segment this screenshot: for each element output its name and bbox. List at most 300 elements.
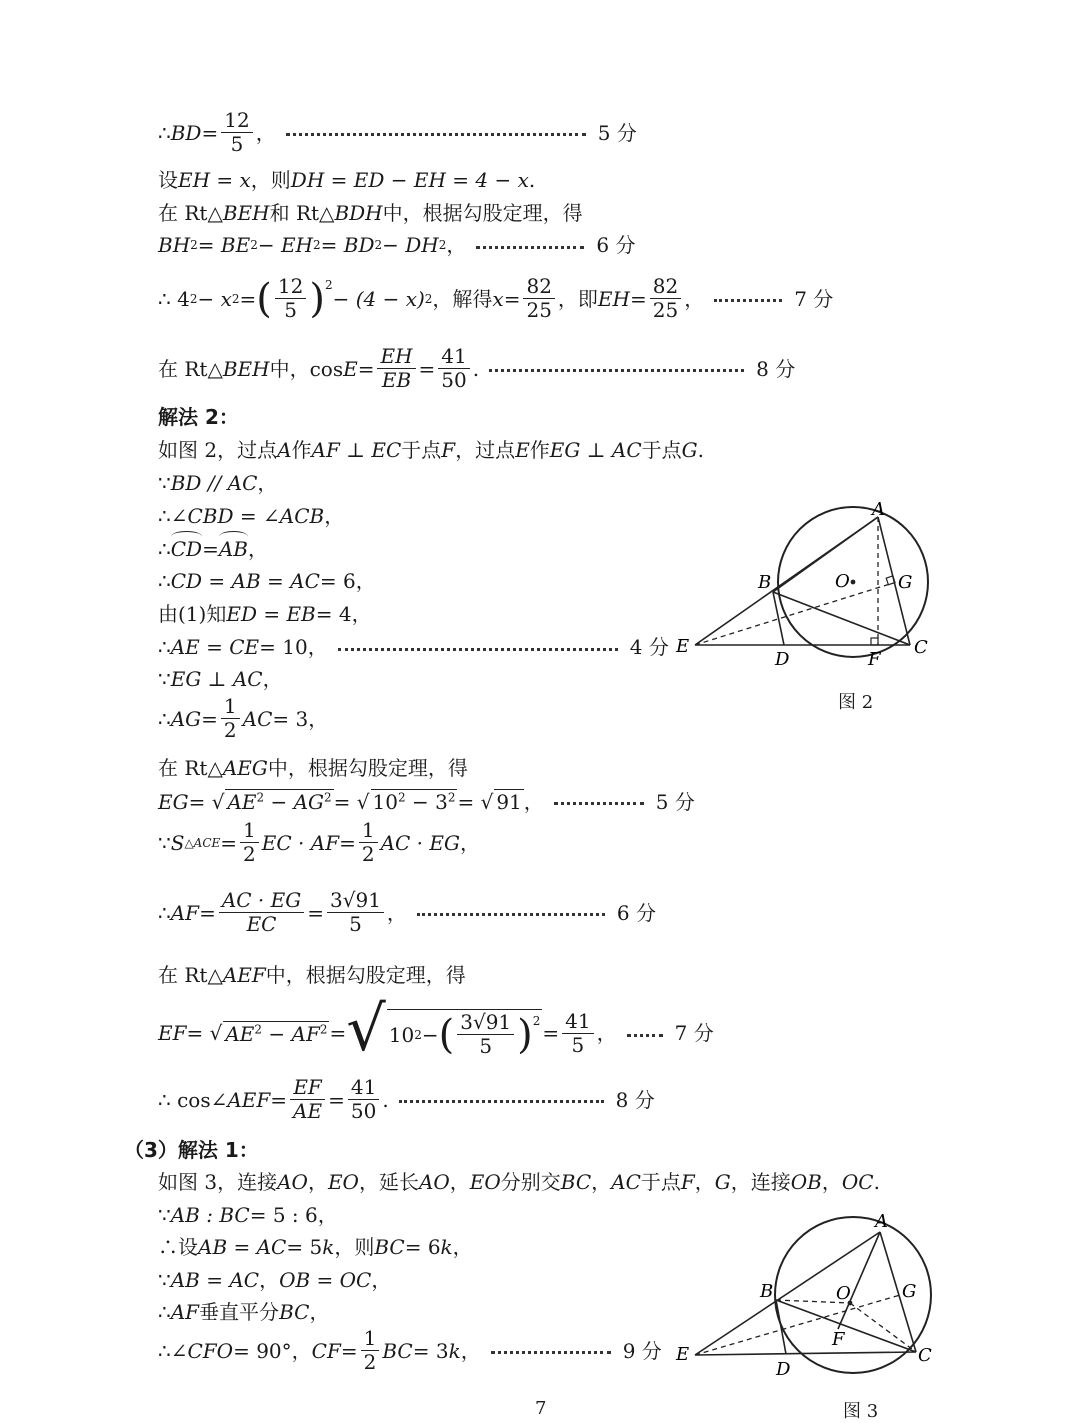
paren: )	[517, 1011, 533, 1058]
line-text: ，	[596, 1021, 617, 1045]
math-text: BC	[560, 1170, 592, 1194]
line-text: =	[629, 286, 647, 311]
math-text: EF	[158, 1021, 187, 1045]
numerator: 41	[438, 346, 469, 369]
line-text: ∴	[158, 504, 171, 528]
line-text: =	[270, 1087, 288, 1112]
fraction	[523, 276, 554, 321]
line-text: ∵	[158, 667, 171, 691]
denominator: 5	[479, 1034, 493, 1058]
line-text: 垂直平分	[199, 1300, 280, 1324]
numerator: 41	[348, 1077, 379, 1100]
line-text: = √	[457, 789, 494, 814]
label-f: F	[868, 649, 881, 670]
line-text: = 6，	[319, 569, 376, 593]
segment-eg-dashed	[695, 583, 893, 645]
line-text: ，	[386, 900, 407, 925]
line-text: ，	[821, 1170, 842, 1194]
segment-bc	[773, 592, 910, 645]
line-text: ∵	[158, 1203, 171, 1227]
solution-line	[158, 789, 695, 814]
solution-line	[158, 1077, 655, 1122]
segment-oc-dashed	[850, 1303, 916, 1352]
math-text: AF	[170, 1300, 200, 1324]
math-text: EH	[597, 286, 630, 311]
radicand: $AE^2 - AG^2$	[227, 790, 332, 814]
math-text: x	[492, 286, 504, 311]
math-text: − DH	[382, 233, 439, 257]
fraction	[219, 890, 304, 935]
math-text: EG	[158, 789, 189, 814]
math-text: AC · EG	[380, 830, 460, 855]
label-d: D	[776, 1359, 791, 1380]
math-text: OC	[841, 1170, 874, 1194]
line-text: 在 Rt△	[158, 963, 223, 987]
line-text: ，	[694, 1170, 715, 1194]
math-text: − EH	[257, 233, 313, 257]
math-text: BC	[279, 1300, 310, 1324]
label-a: A	[875, 1211, 888, 1232]
numerator: 82	[650, 276, 681, 299]
line-text: ，	[247, 537, 268, 561]
solution-line	[158, 504, 344, 528]
label-o: O	[836, 1283, 851, 1304]
math-text: OB = OC	[279, 1268, 372, 1292]
line-text: ∴设	[158, 1235, 198, 1259]
line-text: =	[328, 1087, 345, 1112]
dotted-leader	[399, 1100, 604, 1103]
line-text: = 3，	[272, 706, 329, 731]
dotted-leader	[627, 1034, 663, 1037]
denominator: 50	[441, 368, 467, 392]
line-text: 于点	[641, 438, 682, 462]
denominator: 25	[652, 298, 679, 322]
line-text: 中，根据勾股定理，得	[382, 201, 583, 225]
line-text: ，则	[250, 168, 291, 192]
label-g: G	[898, 572, 913, 593]
line-text: 由(1)知	[158, 602, 227, 626]
math-text: − (4 − x)	[332, 286, 425, 311]
line-text: ∴	[158, 635, 171, 659]
dotted-leader	[286, 133, 586, 136]
math-text: k	[440, 1235, 453, 1259]
line-text: =	[340, 1338, 358, 1363]
math-text: BC	[374, 1235, 405, 1259]
score-mark: 9 分	[622, 1338, 662, 1363]
label-e: E	[676, 636, 690, 657]
fraction	[361, 1328, 380, 1373]
denominator: 50	[350, 1099, 377, 1123]
right-angle-mark-g	[886, 576, 895, 585]
math-text: ∠CBD = ∠ACB	[170, 504, 325, 528]
line-text: ，连接	[730, 1170, 791, 1194]
dotted-leader	[554, 802, 644, 805]
solution-line	[158, 569, 376, 593]
solution-line	[158, 756, 468, 780]
numerator: EF	[290, 1077, 324, 1100]
denominator: 5	[284, 298, 297, 322]
math-text: AE = CE	[170, 635, 260, 659]
denominator: 2	[361, 842, 375, 866]
solution-line	[158, 1300, 329, 1324]
label-o: O	[835, 571, 850, 592]
dotted-leader	[417, 913, 605, 916]
fraction	[377, 346, 415, 391]
fraction	[562, 1008, 593, 1057]
arc-ab: AB	[218, 537, 248, 561]
math-text: − AG	[264, 790, 325, 814]
line-text: ，延长	[358, 1170, 419, 1194]
line-text: =	[239, 286, 257, 311]
paren: (	[256, 275, 272, 322]
figure-2-caption: 图 2	[838, 692, 874, 713]
math-text: AC	[611, 1170, 641, 1194]
line-text: ∴	[158, 900, 171, 925]
page-number: 7	[535, 1398, 547, 1419]
math-text: DH = ED − EH = 4 − x	[290, 168, 529, 192]
solution-line	[158, 992, 714, 1065]
math-text: = BD	[320, 233, 375, 257]
numerator: 1	[240, 820, 259, 843]
radicand: 91	[496, 790, 522, 814]
segment-bd	[776, 1300, 786, 1354]
numerator: AC · EG	[219, 890, 304, 913]
line-text: ，	[371, 1268, 392, 1292]
line-text: =	[202, 537, 219, 561]
line-text: ，	[684, 286, 705, 311]
math-text: BDH	[334, 201, 383, 225]
denominator: 5	[349, 912, 362, 936]
math-text: EC · AF	[261, 830, 340, 855]
score-mark: 6 分	[616, 900, 657, 925]
math-text: G	[714, 1170, 731, 1194]
label-e: E	[676, 1344, 690, 1365]
line-text: ，	[259, 1268, 280, 1292]
line-text: =	[220, 830, 238, 855]
line-text: ，	[523, 789, 544, 814]
line-text: .	[472, 356, 480, 381]
math-text: AE	[225, 1021, 255, 1046]
math-text: E	[515, 438, 530, 462]
math-text: CF	[311, 1338, 341, 1363]
section-heading: 解法 2：	[158, 405, 239, 429]
solution-line	[158, 602, 372, 626]
section-heading: （3）解法 1：	[124, 1138, 259, 1162]
arc-cd: CD	[170, 537, 203, 561]
line-text: =	[329, 1021, 347, 1045]
line-text: 设	[158, 168, 178, 192]
score-mark: 8 分	[756, 356, 796, 381]
segment-bc	[776, 1300, 916, 1352]
solution-line	[158, 438, 704, 462]
math-text: A	[277, 438, 292, 462]
numerator: 3√91	[327, 890, 384, 913]
label-c: C	[918, 1345, 932, 1366]
solution-line: ∴ 4 2 − x 2 = ( $\frac{12}{5}$ ) 2 − (4 − x) 2 ，解得 x = $\frac{82}{25}$ ，即 EH = $\frac{82}{25}$ ， 7 分	[158, 274, 834, 322]
segment-ec	[695, 1352, 916, 1355]
math-text: AB = AC	[170, 1268, 260, 1292]
math-text: − AF	[262, 1021, 320, 1046]
line-text: −	[421, 1022, 439, 1047]
line-text: ，	[460, 1338, 481, 1363]
math-text: BD // AC	[170, 471, 258, 495]
math-text: − x	[197, 286, 232, 311]
line-text: 在 Rt△	[158, 201, 223, 225]
line-text: ，	[257, 471, 278, 495]
line-text: 如图 2，过点	[158, 438, 278, 462]
fraction	[275, 276, 306, 321]
radicand: $10^2 - 3^2$	[372, 790, 456, 814]
line-text: =	[307, 900, 324, 925]
math-text: F	[680, 1170, 695, 1194]
line-text: ∵	[158, 1268, 171, 1292]
line-text: ∴	[158, 1300, 171, 1324]
label-g: G	[902, 1281, 917, 1302]
math-text: = BE	[197, 233, 251, 257]
line-text: ，	[591, 1170, 612, 1194]
math-text: BD	[170, 120, 202, 145]
solution-line	[158, 1328, 662, 1373]
solution-line	[158, 963, 466, 987]
numerator: 82	[523, 276, 554, 299]
line-text: ，	[255, 120, 276, 145]
math-text: G	[681, 438, 698, 462]
score-mark: 8 分	[615, 1087, 655, 1112]
line-text: ，解得	[432, 286, 493, 311]
math-text: 10	[388, 1022, 415, 1047]
math-text: EG ⊥ AC	[170, 667, 263, 691]
line-text: = 5 : 6，	[249, 1203, 338, 1227]
fraction	[240, 820, 259, 865]
denominator: AE	[293, 1099, 323, 1123]
line-text: ，	[309, 1300, 330, 1324]
line-text: ∴ cos	[158, 1087, 211, 1112]
line-text: =	[418, 356, 436, 381]
line-text: ∴	[158, 537, 171, 561]
solution-line	[158, 168, 535, 192]
solution-line: BH 2 = BE 2 − EH 2 = BD 2 − DH 2 ， 6 分	[158, 233, 636, 257]
denominator: 2	[223, 718, 237, 742]
math-text: ∠AEF	[210, 1087, 271, 1112]
dotted-leader	[489, 369, 744, 372]
solution-line	[158, 537, 268, 561]
solution-line	[158, 1235, 473, 1259]
line-text: ∴	[158, 706, 171, 731]
math-text: BH	[158, 233, 191, 257]
math-text: ED = EB	[226, 602, 316, 626]
dotted-leader	[338, 648, 618, 651]
math-text: 10	[372, 790, 398, 814]
line-text: =	[357, 356, 375, 381]
line-text: = 5	[286, 1235, 323, 1259]
math-text: AC	[242, 706, 273, 731]
line-text: = 4，	[315, 602, 372, 626]
numerator: 41	[562, 1011, 593, 1034]
label-a: A	[872, 499, 885, 520]
line-text: = √	[186, 1021, 223, 1045]
line-text: 中，根据勾股定理，得	[267, 756, 468, 780]
numerator: 12	[221, 110, 252, 133]
math-text: CD = AB = AC	[170, 569, 320, 593]
solution-line	[158, 890, 656, 935]
figure-2	[670, 495, 940, 670]
label-d: D	[775, 649, 790, 670]
score-mark: 5 分	[655, 789, 695, 814]
line-text: ∵	[158, 471, 171, 495]
denominator: 2	[243, 842, 256, 866]
line-text: .	[382, 1087, 389, 1112]
fraction	[438, 346, 469, 391]
radical-sign: √	[346, 992, 386, 1065]
math-text: BC	[382, 1338, 413, 1363]
score-mark: 6 分	[596, 233, 636, 257]
label-f: F	[832, 1329, 845, 1350]
line-text: ，过点	[455, 438, 516, 462]
fraction	[359, 820, 378, 865]
solution-line	[158, 110, 637, 155]
fraction	[457, 1012, 514, 1057]
label-b: B	[758, 572, 772, 593]
math-text: S	[170, 830, 185, 855]
line-text: =	[199, 900, 216, 925]
segment-ab	[773, 517, 878, 592]
line-text: = 3	[412, 1338, 449, 1363]
math-text: AO	[418, 1170, 450, 1194]
line-text: ∵	[158, 830, 171, 855]
math-text: EH = x	[178, 168, 251, 192]
fraction	[348, 1077, 379, 1122]
math-text: − 3	[405, 790, 448, 814]
math-text: E	[343, 356, 358, 381]
fraction	[221, 696, 240, 741]
score-mark: 5 分	[597, 120, 637, 145]
fraction	[650, 276, 681, 321]
line-text: = √	[188, 789, 225, 814]
solution-line	[158, 346, 795, 391]
figure-3	[670, 1205, 940, 1385]
math-text: BEH	[222, 356, 270, 381]
line-text: 在 Rt△	[158, 756, 223, 780]
line-text: =	[503, 286, 521, 311]
math-text: AE	[227, 790, 257, 814]
paren: (	[438, 1011, 455, 1058]
math-text: AG	[170, 706, 202, 731]
math-text: EG ⊥ AC	[549, 438, 642, 462]
line-text: 作	[291, 438, 312, 462]
line-text: .	[873, 1170, 880, 1194]
line-text: 于点	[401, 438, 442, 462]
dotted-leader	[491, 1351, 611, 1354]
math-text: EO	[327, 1170, 359, 1194]
line-text: ，	[449, 1170, 470, 1194]
line-text: ∴ 4	[158, 286, 190, 311]
line-text: 中，根据勾股定理，得	[265, 963, 466, 987]
line-text: ，即	[557, 286, 598, 311]
numerator: 1	[221, 696, 240, 719]
math-text: OB	[790, 1170, 822, 1194]
denominator: 5	[571, 1032, 585, 1057]
numerator: 1	[359, 820, 378, 843]
line-text: 作	[529, 438, 550, 462]
line-text: 在 Rt△	[158, 356, 223, 381]
solution-line	[158, 667, 283, 691]
solution-line	[158, 1170, 880, 1194]
math-text: F	[441, 438, 456, 462]
line-text: ，	[459, 830, 480, 855]
denominator: 5	[230, 132, 244, 156]
solution-line: ∵ S △ACE = $\frac{1}{2}$ EC · AF = $\frac{1}{2}$ AC · EG ，	[158, 818, 480, 866]
line-text: 和 Rt△	[269, 201, 335, 225]
solution-line	[158, 471, 277, 495]
center-dot	[851, 580, 856, 585]
line-text: 中，cos	[269, 356, 344, 381]
line-text: 如图 3，连接	[158, 1170, 278, 1194]
radicand: $AE^2 - AF^2$	[225, 1021, 328, 1046]
line-text: =	[542, 1021, 560, 1045]
line-text: =	[201, 706, 218, 731]
score-mark: 4 分	[629, 635, 669, 659]
line-text: ∴	[158, 1338, 171, 1363]
denominator: 25	[526, 298, 552, 322]
fraction	[221, 110, 252, 155]
score-mark: 7 分	[794, 286, 834, 311]
line-text: ，则	[334, 1235, 375, 1259]
dotted-leader	[714, 299, 782, 302]
math-text: AF ⊥ EC	[311, 438, 402, 462]
line-text: =	[201, 120, 219, 145]
math-text: ∠CFO	[170, 1338, 234, 1363]
line-text: =	[339, 830, 356, 855]
line-text: ，	[307, 1170, 328, 1194]
math-text: k	[448, 1338, 461, 1363]
dotted-leader	[476, 246, 584, 249]
math-text: EO	[469, 1170, 501, 1194]
math-text: AEG	[222, 756, 268, 780]
solution-line	[158, 1268, 391, 1292]
fraction	[290, 1077, 325, 1122]
paren: )	[309, 275, 325, 322]
segment-eg-dashed	[695, 1295, 900, 1355]
numerator: EH	[377, 346, 415, 369]
math-text: AO	[277, 1170, 308, 1194]
score-mark: 7 分	[674, 1021, 714, 1045]
line-text: = 6	[404, 1235, 441, 1259]
line-text: ∴	[158, 569, 171, 593]
line-text: ∴	[158, 120, 171, 145]
segment-bd	[773, 592, 784, 645]
math-text: AF	[170, 900, 200, 925]
math-text: BEH	[222, 201, 270, 225]
math-text: k	[322, 1235, 335, 1259]
line-text: = 10，	[259, 635, 328, 659]
denominator: 2	[363, 1350, 377, 1374]
label-b: B	[760, 1281, 774, 1302]
math-text: AEF	[222, 963, 266, 987]
line-text: .	[528, 168, 536, 192]
solution-line	[158, 1203, 338, 1227]
solution-line	[158, 201, 583, 225]
line-text: .	[697, 438, 704, 462]
math-text: AB : BC	[170, 1203, 250, 1227]
line-text: = 90°，	[233, 1338, 312, 1363]
line-text: 分别交	[500, 1170, 561, 1194]
numerator: 12	[275, 276, 306, 299]
line-text: ，	[324, 504, 345, 528]
figure-3-caption: 图 3	[843, 1401, 879, 1422]
solution-line	[158, 635, 669, 659]
line-text: ，	[452, 1235, 473, 1259]
right-angle-mark-f	[871, 638, 878, 645]
